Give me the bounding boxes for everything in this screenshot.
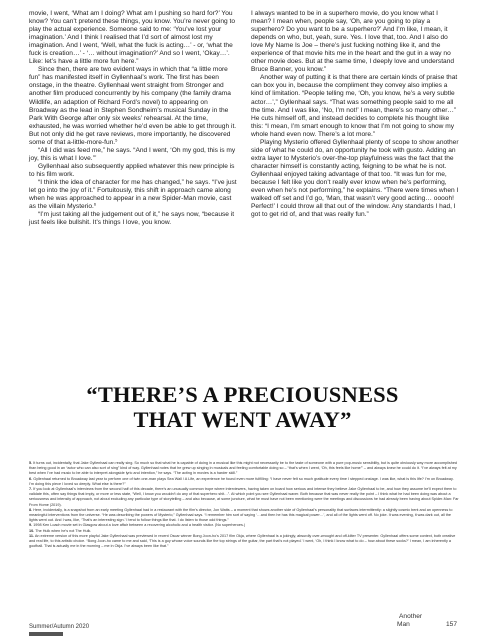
footnote-text: 1998 Ken Loach movie set in Glasgow about a love affair between a recovering alcoholic and a health visitor. (No superheroes.) [33, 523, 246, 528]
page-number: 157 [445, 620, 457, 628]
brand-name-line2: Man [397, 620, 410, 628]
body-paragraph [29, 10, 237, 66]
body-paragraph [251, 10, 459, 74]
footnote-number: 7. [29, 487, 33, 492]
paragraph-text: Another way of putting it is that there are certain kinds of praise that can box you in, because the compliment they convey also implies a kind of limitation. “People telling me, ‘Oh, you know, he’s a very subtle actor…’,” Gyllenhaal says. “That was something people said to me all the time. And I was like, ‘No, I’m not!’ I mean, there’s so many other…” He cuts himself off, and instead decides to complete his thought like this: “I mean, I’m smart enough to know that I’m not going to show my whole hand even now. There’s a lot more.” [251, 74, 458, 138]
paragraph-text: Since then, there are two evident ways in which that “a little more fun” has manifested itself in Gyllenhaal’s work. The first has been onstage, in the theatre. Gyllenhaal went straight from Stronger and another film produced concurrently by his company (the family drama Wildlife, an adaption of Richard Ford’s novel) to appearing on Broadway as the lead in Stephen Sondheim’s musical Sunday in the Park With George after only six weeks’ rehearsal. At the time, exhausted, he was worried whether he’d even be able to get through it. But not only did he get rave reviews, more importantly, he discovered some of that a-little-more-fun. [29, 66, 237, 146]
footnote-text: Here, incidentally, is a snapshot from an early meeting Gyllenhaal had in a restaurant with the film’s director, Jon Watts – a moment that shows another side of Gyllenhaal’s personality that surfaces intermittently: a slightly cosmic bent and an openness to meaningful interventions from the universe. “He was describing the powers of Mysterio,” Gyllenhaal says. “I remember him sort of saying ‘…and then he has this magical power…’, and all of the lights went off. No joke. It was evening, it was dark out, all the lights went out. And I was, like, ‘That’s an interesting sign.’ I tend to follow things like that. I do listen to those odd things.” [29, 507, 453, 523]
paragraph-text: Playing Mysterio offered Gyllenhaal plenty of scope to show another side of what he could do, an opportunity he took with gusto. Adding an extra layer to Mysterio’s over-the-top playfulness was the fact that the character himself is constantly acting, feigning to be what he is not. Gyllenhaal enjoyed taking advantage of that too. “It was fun for me, because I felt like you don’t really ever know when he’s performing, even when he’s not performing,” he explains. “There were times when I walked off set and I’d go, ‘Man, that wasn’t very good acting… ooooh! Perfect!’ I could throw all that out of the window. Any standards I had, I got to get rid of, and that was really fun.” [251, 138, 459, 219]
body-paragraph [29, 163, 237, 179]
footnote-text: The Hulk when he’s not The Hulk. [35, 528, 92, 533]
body-paragraph [251, 139, 459, 219]
footnote-number: 11. [29, 533, 35, 538]
footnote-text: It turns out, incidentally, that Jake Gyllenhaal can really sing. So much so that what he is capable of doing in a musical like this might not necessarily be to the taste of someone with a pure pop-music sensibility, but is quite obviously way more accomplished than being good in an “actor who can also sort of sing” kind of way. Gyllenhaal notes that he grew up singing in musicals and feeling comfortable doing so – “that’s when I went, ‘Oh, this feels like home’” – and always knew he could do it. “I’ve always felt at my best when I’ve had music to be able to interpret alongside lyric and intention,” he says. “The acting in movies is a harder skill.” [29, 461, 458, 476]
footnote-text: If you look at Gyllenhaal’s interviews from the second half of this decade, there’s an unusually common trope where interviewers, having taken on board how serious and intense they believe Jake Gyllenhaal to be, and how they assume he’ll expect them to validate this, often say things that imply, or more or less state, “Well, I know you wouldn’t do any of that superhero shit…”. At which point you see Gyllenhaal waver. Both because that was never really the point – I think what he had been doing was about a seriousness and intensity of approach, not about excluding any particular type of storytelling – and also because, at some juncture, what he must have not been mentioning were the meetings and discussions he had already been having about Spider-Man: Far From Home (2019). [29, 487, 459, 507]
footnotes [29, 461, 459, 549]
brand-row [397, 621, 457, 629]
right-text-column [251, 10, 459, 219]
page-footer-brand [397, 613, 457, 628]
footnote [29, 461, 459, 477]
body-paragraph [29, 66, 237, 146]
body-paragraph [251, 74, 459, 138]
paragraph-text: “I think the idea of character for me has changed,” he says. “I’ve just let go into the joy of it.” Fortuitously, this shift in approach came along when he was approached to appear in a new Spider-Man movie, cast as the villain Mysterio. [29, 178, 237, 211]
body-paragraph [29, 179, 237, 211]
paragraph-text: I always wanted to be in a superhero movie, do you know what I mean? I mean when, people say, ‘Oh, are you going to play a superhero? Do you want to be a superhero?’ And I’m like, I mean, it depends on who, but, yeah, sure. Yes. I love that, too. And I also do love My Name Is Joe – there’s just fucking nothing like it, and the experience of that movie hits me in the heart and the gut in a way no other movie does. But at the same time, I deeply love and understand Bruce Banner, you know.” [251, 10, 455, 74]
footnote [29, 487, 459, 508]
paragraph-text: movie, I went, ‘What am I doing? What am I pushing so hard for?’ You know? You can’t pretend these things, you know. You’re never going to play the actual experience. Someone said to me: ‘You’ve lost your imagination.’ And I think I realised that I’d sort of almost lost my imagination. And I went, ‘Well, what the fuck is acting…’ - or, ‘what the fuck is creation…’ - ‘… without imagination?’ And so I went, ‘Okay…’. Like: let’s have a little more fun here.” [29, 10, 236, 66]
pull-quote-line: THAT WENT AWAY” [133, 407, 352, 432]
footnote [29, 477, 459, 487]
pull-quote-line: “THERE’S A PRECIOUSNESS [86, 382, 399, 407]
footnote [29, 508, 459, 524]
footnote [29, 534, 459, 550]
footnote-text: Gyllenhaal returned to Broadway last year to perform one of twin one-man plays Sea Wall / A Life, an experience he found even more fulfilling: “I have never felt so much gratitude every time I stepped onstage. I was like, what is this life? I’m on Broadway. I’m doing this piece I loved so deeply. What else is there?” [29, 476, 454, 486]
issue-label: Summer/Autumn 2020 [29, 624, 90, 630]
pull-quote [20, 382, 465, 432]
footnote-number: 5. [29, 461, 33, 465]
paragraph-text: Gyllenhaal also subsequently applied whatever this new principle is to his film work. [29, 162, 235, 178]
paragraph-text: “All I did was feed me,” he says. “And I went, ‘Oh my god, this is my joy, this is what I love.’” [29, 146, 236, 162]
body-paragraph [29, 211, 237, 227]
footnote-number: 8. [29, 507, 33, 512]
brand-name-line1: Another [399, 613, 423, 620]
footnote-marker: 5 [115, 137, 118, 143]
barcode-strip [29, 632, 63, 636]
footnote-marker: 6 [93, 201, 97, 207]
footnote-number: 9. [29, 523, 33, 528]
paragraph-text: “I’m just taking all the judgement out of it,” he says now, “because it just feels like bullshit. It’s things I love, you know. [29, 211, 235, 227]
footnote-number: 10. [29, 528, 35, 533]
footnote-text: An extreme version of this more playful Jake Gyllenhaal was previewed in recent Oscar winner Bong Joon-ho’s 2017 film Okja, where Gyllenhaal is a jokingly, absurdly over-wrought and off-kilter TV presenter. Gyllenhaal offers some context, both creative and real life, to this artistic choice. “Bong Joon-ho came to me and said, ‘This is a guy whose voice sounds like the top strings of the guitar, the part that’s not played.’ I went, ‘Oh, I think I know what to do – how about these socks?’ I mean, I am inherently a goofball. That is actually me in the morning – me in Okja. I’ve always been like that.” [29, 533, 456, 549]
left-text-column [29, 10, 237, 227]
body-paragraph [29, 147, 237, 163]
footnote-number: 6. [29, 476, 33, 481]
